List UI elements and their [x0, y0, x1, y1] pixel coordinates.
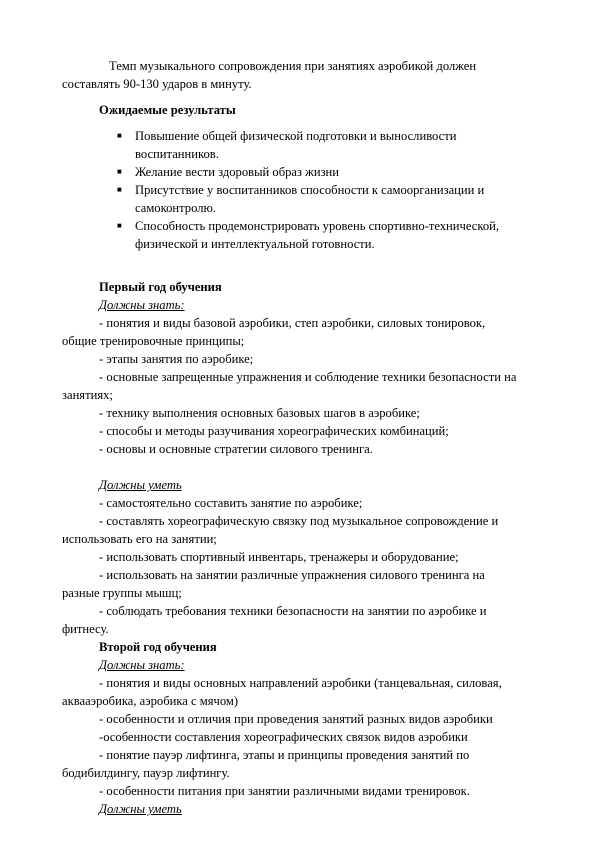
year1-heading: Первый год обучения — [99, 280, 222, 294]
year2-can-label: Должны уметь — [99, 802, 182, 816]
year1-know-line: - основные запрещенные упражнения и соблюдение техники безопасности на — [99, 370, 517, 384]
year1-can-line: фитнесу. — [62, 622, 109, 636]
bullet-icon: ■ — [117, 185, 122, 194]
expected-item-1-line-1: Повышение общей физической подготовки и выносливости — [135, 129, 457, 143]
expected-item-4-line-1: Способность продемонстрировать уровень спортивно-технической, — [135, 219, 500, 233]
expected-item-3-line-2: самоконтролю. — [135, 201, 217, 215]
year1-know-line: - технику выполнения основных базовых шагов в аэробике; — [99, 406, 420, 420]
year1-know-line: общие тренировочные принципы; — [62, 334, 245, 348]
year1-can-line: - составлять хореографическую связку под музыкальное сопровождение и — [99, 514, 499, 528]
year1-know-line: занятиях; — [62, 388, 113, 402]
expected-item-4-line-2: физической и интеллектуальной готовности. — [135, 237, 375, 251]
year2-know-line: - особенности питания при занятии различными видами тренировок. — [99, 784, 470, 798]
intro-line-2: составлять 90-130 ударов в минуту. — [62, 77, 252, 91]
expected-results-heading: Ожидаемые результаты — [99, 103, 236, 117]
bullet-icon: ■ — [117, 167, 122, 176]
year1-know-line: - способы и методы разучивания хореографических комбинаций; — [99, 424, 449, 438]
year1-can-line: - самостоятельно составить занятие по аэробике; — [99, 496, 363, 510]
year1-can-line: - использовать спортивный инвентарь, тренажеры и оборудование; — [99, 550, 459, 564]
year1-can-line: - использовать на занятии различные упражнения силового тренинга на — [99, 568, 485, 582]
year2-heading: Второй год обучения — [99, 640, 217, 654]
year2-know-line: - понятия и виды основных направлений аэробики (танцевальная, силовая, — [99, 676, 502, 690]
expected-item-3-line-1: Присутствие у воспитанников способности к самоорганизации и — [135, 183, 485, 197]
bullet-icon: ■ — [117, 221, 122, 230]
year1-can-label: Должны уметь — [99, 478, 182, 492]
year1-can-line: разные группы мышц; — [62, 586, 182, 600]
year1-can-line: - соблюдать требования техники безопасности на занятии по аэробике и — [99, 604, 487, 618]
year2-know-line: бодибилдингу, пауэр лифтингу. — [62, 766, 230, 780]
year1-know-label: Должны знать: — [99, 298, 185, 312]
year2-know-line: - особенности и отличия при проведения занятий разных видов аэробики — [99, 712, 493, 726]
intro-line-1: Темп музыкального сопровождения при занятиях аэробикой должен — [109, 59, 477, 73]
year2-know-line: - понятие пауэр лифтинга, этапы и принципы проведения занятий по — [99, 748, 470, 762]
year1-can-line: использовать его на занятии; — [62, 532, 217, 546]
expected-item-1-line-2: воспитанников. — [135, 147, 219, 161]
year2-know-label: Должны знать: — [99, 658, 185, 672]
year2-know-line: -особенности составления хореографических связок видов аэробики — [99, 730, 468, 744]
expected-item-2-line-1: Желание вести здоровый образ жизни — [135, 165, 340, 179]
year1-know-line: - этапы занятия по аэробике; — [99, 352, 254, 366]
year1-know-line: - понятия и виды базовой аэробики, степ аэробики, силовых тонировок, — [99, 316, 486, 330]
bullet-icon: ■ — [117, 131, 122, 140]
year1-know-line: - основы и основные стратегии силового тренинга. — [99, 442, 373, 456]
year2-know-line: аквааэробика, аэробика с мячом) — [62, 694, 239, 708]
